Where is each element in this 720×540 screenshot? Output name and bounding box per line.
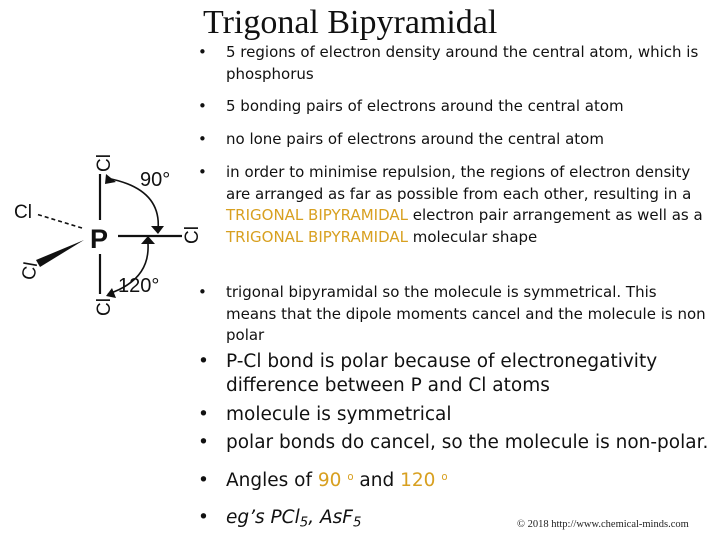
atom-label-cl-right: Cl (182, 226, 203, 244)
bullet-item (198, 162, 710, 248)
bullet-marker: • (198, 43, 207, 61)
slide-title: Trigonal Bipyramidal (203, 4, 498, 41)
bullet-marker: • (198, 163, 207, 181)
text-run: electron pair arrangement as well as a (408, 206, 703, 224)
bullet-item (198, 42, 710, 85)
atom-label-cl-top: Cl (94, 154, 115, 172)
bullet-marker: • (198, 432, 209, 453)
bullet-marker: • (198, 404, 209, 425)
dashed-bond-left (36, 214, 82, 228)
bullet-item (198, 282, 710, 347)
arc-arrowhead-120 (141, 236, 155, 244)
bullet-marker: • (198, 351, 209, 372)
bullet-item (198, 469, 710, 493)
highlight-term: TRIGONAL BIPYRAMIDAL (226, 206, 408, 224)
bullet-text (226, 469, 710, 493)
bullet-text: trigonal bipyramidal so the molecule is symmetrical. This means that the dipole moments cancel and the molecule is non polar (226, 283, 706, 344)
degree-symbol: o (347, 471, 354, 483)
arc-arrowhead-90b (151, 226, 164, 234)
subscript: 5 (299, 515, 309, 531)
text-run: in order to minimise repulsion, the regions of electron density are arranged as far as possible from each other, resulting in a (226, 163, 692, 203)
degree-symbol: o (441, 471, 448, 483)
text-run: molecular shape (408, 227, 538, 246)
wedge-bond-lower-left (36, 240, 84, 267)
bullet-marker: • (198, 130, 207, 148)
bullet-marker: • (198, 283, 207, 301)
bullet-text: 5 bonding pairs of electrons around the central atom (226, 97, 624, 115)
text-run: and (353, 470, 401, 491)
bullet-item (198, 129, 710, 151)
angle-label-120: 120° (118, 275, 160, 297)
bullet-item (198, 431, 710, 455)
bullet-text (226, 162, 710, 248)
arc-arrowhead-120b (106, 288, 116, 298)
bullet-item (198, 403, 710, 427)
highlight-term: TRIGONAL BIPYRAMIDAL (226, 227, 408, 246)
copyright-footer: © 2018 http://www.chemical-minds.com (517, 519, 689, 530)
atom-label-cl-bottom: Cl (94, 298, 115, 316)
pcl5-structure-diagram (10, 148, 203, 326)
bullet-item (198, 350, 710, 398)
angle-value-90: 90 (317, 470, 342, 491)
bullet-text: no lone pairs of electrons around the central atom (226, 130, 604, 148)
bullet-item (198, 96, 710, 118)
angle-value-120: 120 (400, 470, 436, 491)
text-run: eg’s PCl (226, 507, 300, 528)
atom-label-cl-left: Cl (14, 202, 32, 223)
text-run: Angles of (226, 470, 318, 491)
subscript: 5 (352, 515, 362, 531)
bullet-text: P-Cl bond is polar because of electronegativity difference between P and Cl atoms (226, 351, 658, 396)
text-run: , AsF (308, 507, 353, 528)
angle-label-90: 90° (140, 169, 171, 191)
atom-label-cl-lower-left: Cl (18, 260, 43, 282)
bullet-marker: • (198, 97, 207, 115)
bullet-text: polar bonds do cancel, so the molecule is non-polar. (226, 432, 709, 453)
bullet-marker: • (198, 507, 209, 528)
bullet-text: molecule is symmetrical (226, 404, 452, 425)
bullet-marker: • (198, 470, 209, 491)
bullet-text: 5 regions of electron density around the central atom, which is phosphorus (226, 43, 699, 83)
atom-label-p: P (90, 224, 109, 254)
